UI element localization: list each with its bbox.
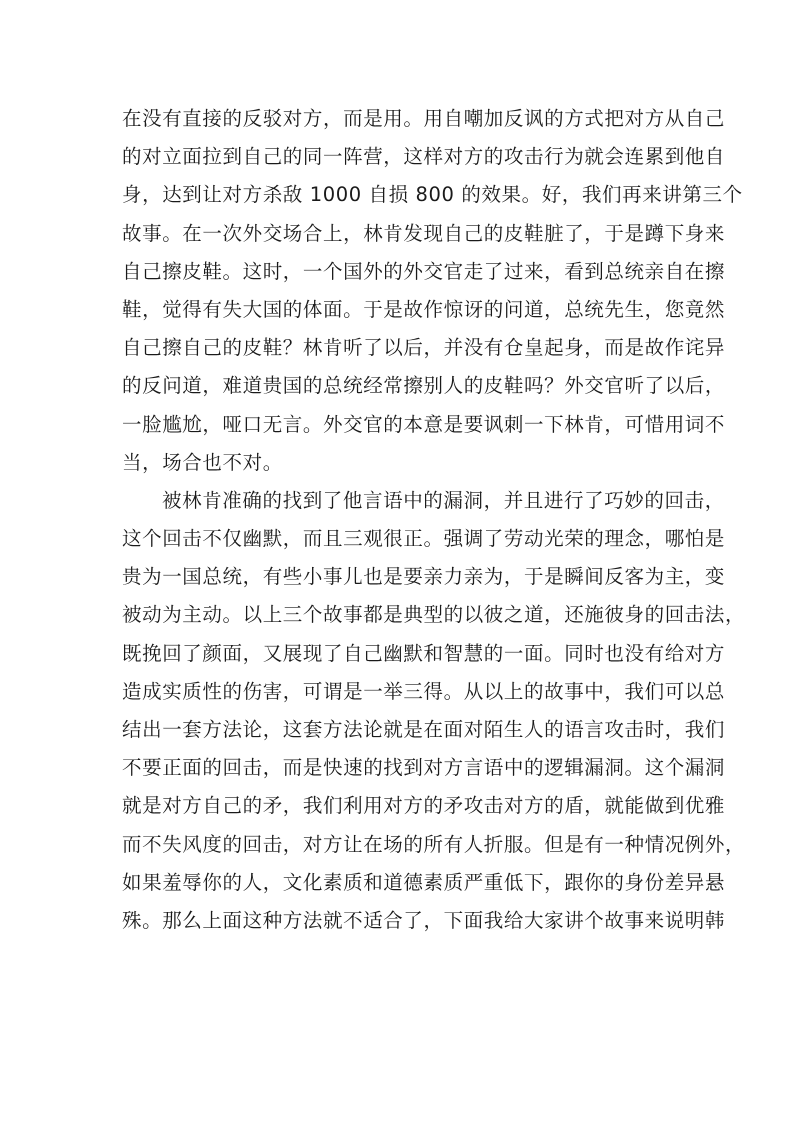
text-line: 一脸尴尬，哑口无言。外交官的本意是要讽刺一下林肯，可惜用词不 [122,412,726,436]
text-line: 自己擦皮鞋。这时，一个国外的外交官走了过来，看到总统亲自在擦 [122,259,726,283]
paragraph-2 [122,482,746,940]
text-line: 的对立面拉到自己的同一阵营，这样对方的攻击行为就会连累到他自 [122,145,726,169]
body-text [122,100,746,940]
text-line: 就是对方自己的矛，我们利用对方的矛攻击对方的盾，就能做到优雅 [122,794,726,818]
text-line: 在没有直接的反驳对方，而是用。用自嘲加反讽的方式把对方从自己 [122,107,726,130]
paragraph-1 [122,100,743,482]
text-line: 如果羞辱你的人，文化素质和道德素质严重低下，跟你的身份差异悬 [122,870,726,894]
text-line: 殊。那么上面这种方法就不适合了，下面我给大家讲个故事来说明韩 [122,908,726,932]
text-line: 不要正面的回击，而是快速的找到对方言语中的逻辑漏洞。这个漏洞 [122,756,726,780]
text-line: 而不失风度的回击，对方让在场的所有人折服。但是有一种情况例外， [122,832,746,856]
text-line: 造成实质性的伤害，可谓是一举三得。从以上的故事中，我们可以总 [122,679,726,703]
text-line: 故事。在一次外交场合上，林肯发现自己的皮鞋脏了，于是蹲下身来 [122,221,726,245]
text-line: 当，场合也不对。 [122,450,283,474]
text-line: 结出一套方法论，这套方法论就是在面对陌生人的语言攻击时，我们 [122,718,726,741]
text-line: 这个回击不仅幽默，而且三观很正。强调了劳动光荣的理念，哪怕是 [122,527,726,551]
text-line: 贵为一国总统，有些小事儿也是要亲力亲为，于是瞬间反客为主，变 [122,565,726,589]
text-line: 的反问道，难道贵国的总统经常擦别人的皮鞋吗？外交官听了以后， [122,374,726,398]
text-line: 身，达到让对方杀敌 1000 自损 800 的效果。好，我们再来讲第三个 [122,183,743,207]
text-line: 既挽回了颜面，又展现了自己幽默和智慧的一面。同时也没有给对方 [122,641,726,665]
text-line: 鞋，觉得有失大国的体面。于是故作惊讶的问道，总统先生，您竟然 [122,297,726,321]
text-line: 被林肯准确的找到了他言语中的漏洞，并且进行了巧妙的回击， [162,488,725,512]
text-line: 被动为主动。以上三个故事都是典型的以彼之道，还施彼身的回击法， [122,603,746,627]
text-line: 自己擦自己的皮鞋？林肯听了以后，并没有仓皇起身，而是故作诧异 [122,336,726,360]
